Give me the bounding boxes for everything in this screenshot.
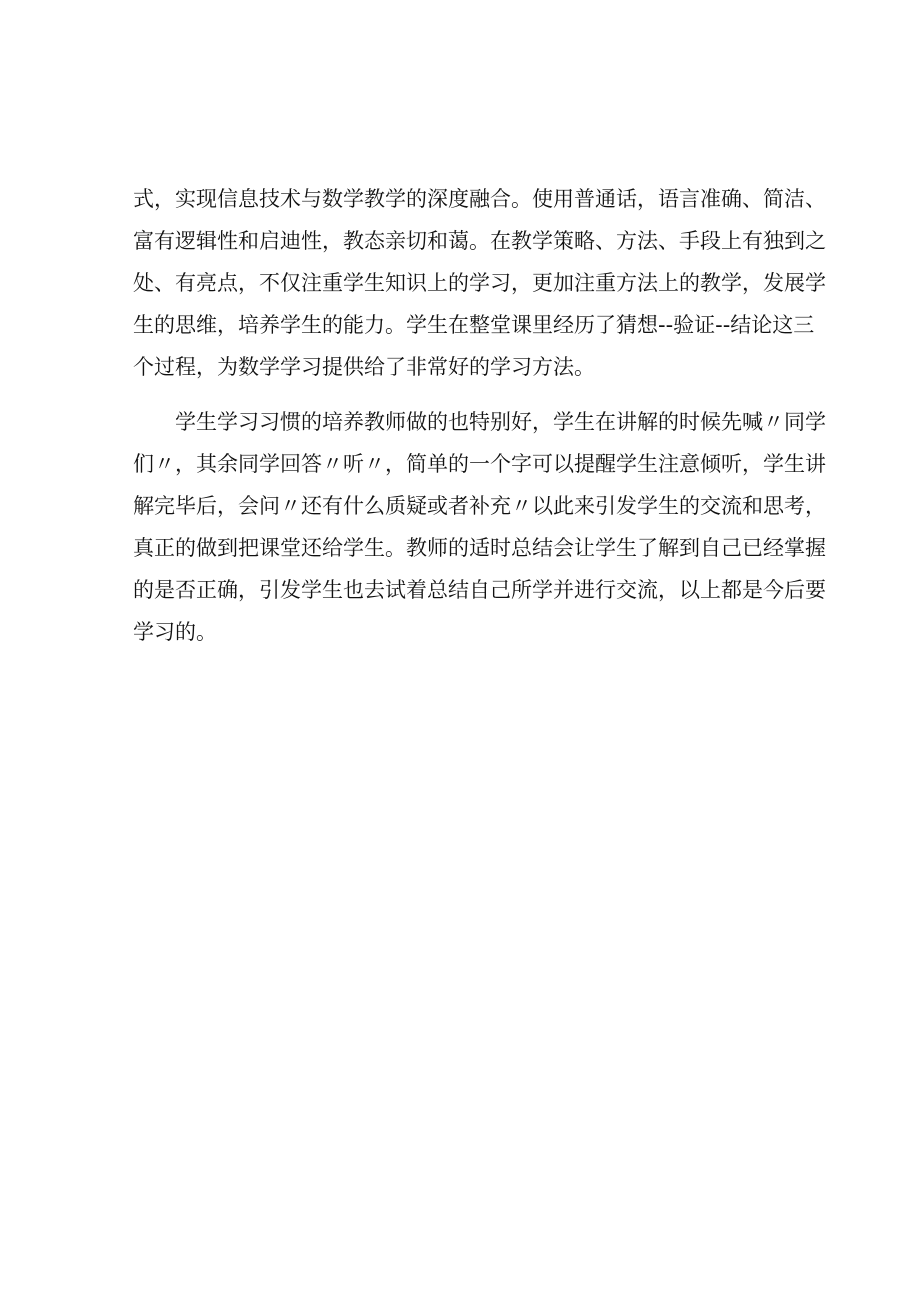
paragraph-line: 生的思维，培养学生的能力。学生在整堂课里经历了猜想--验证--结论这三 bbox=[133, 313, 815, 337]
paragraph-line: 个过程，为数学学习提供给了非常好的学习方法。 bbox=[133, 355, 595, 379]
paragraph-line: 解完毕后，会问〃还有什么质疑或者补充〃以此来引发学生的交流和思考， bbox=[133, 494, 826, 518]
document-body bbox=[133, 178, 826, 653]
paragraph-line: 的是否正确，引发学生也去试着总结自己所学并进行交流，以上都是今后要 bbox=[133, 578, 826, 602]
paragraph-spacer bbox=[133, 388, 823, 401]
paragraph-line: 处、有亮点，不仅注重学生知识上的学习，更加注重方法上的教学，发展学 bbox=[133, 271, 826, 295]
paragraph-line: 真正的做到把课堂还给学生。教师的适时总结会让学生了解到自己已经掌握 bbox=[133, 536, 826, 560]
paragraph-line: 们〃，其余同学回答〃听〃，简单的一个字可以提醒学生注意倾听，学生讲 bbox=[133, 452, 826, 476]
paragraph-line: 式，实现信息技术与数学教学的深度融合。使用普通话，语言准确、简洁、 bbox=[133, 187, 826, 211]
paragraph-2 bbox=[133, 401, 826, 653]
paragraph-line: 富有逻辑性和启迪性，教态亲切和蔼。在教学策略、方法、手段上有独到之 bbox=[133, 229, 826, 253]
paragraph-line: 学习的。 bbox=[133, 620, 217, 644]
paragraph-1 bbox=[133, 178, 826, 388]
paragraph-line: 学生学习习惯的培养教师做的也特别好，学生在讲解的时候先喊〃同学 bbox=[175, 410, 826, 434]
